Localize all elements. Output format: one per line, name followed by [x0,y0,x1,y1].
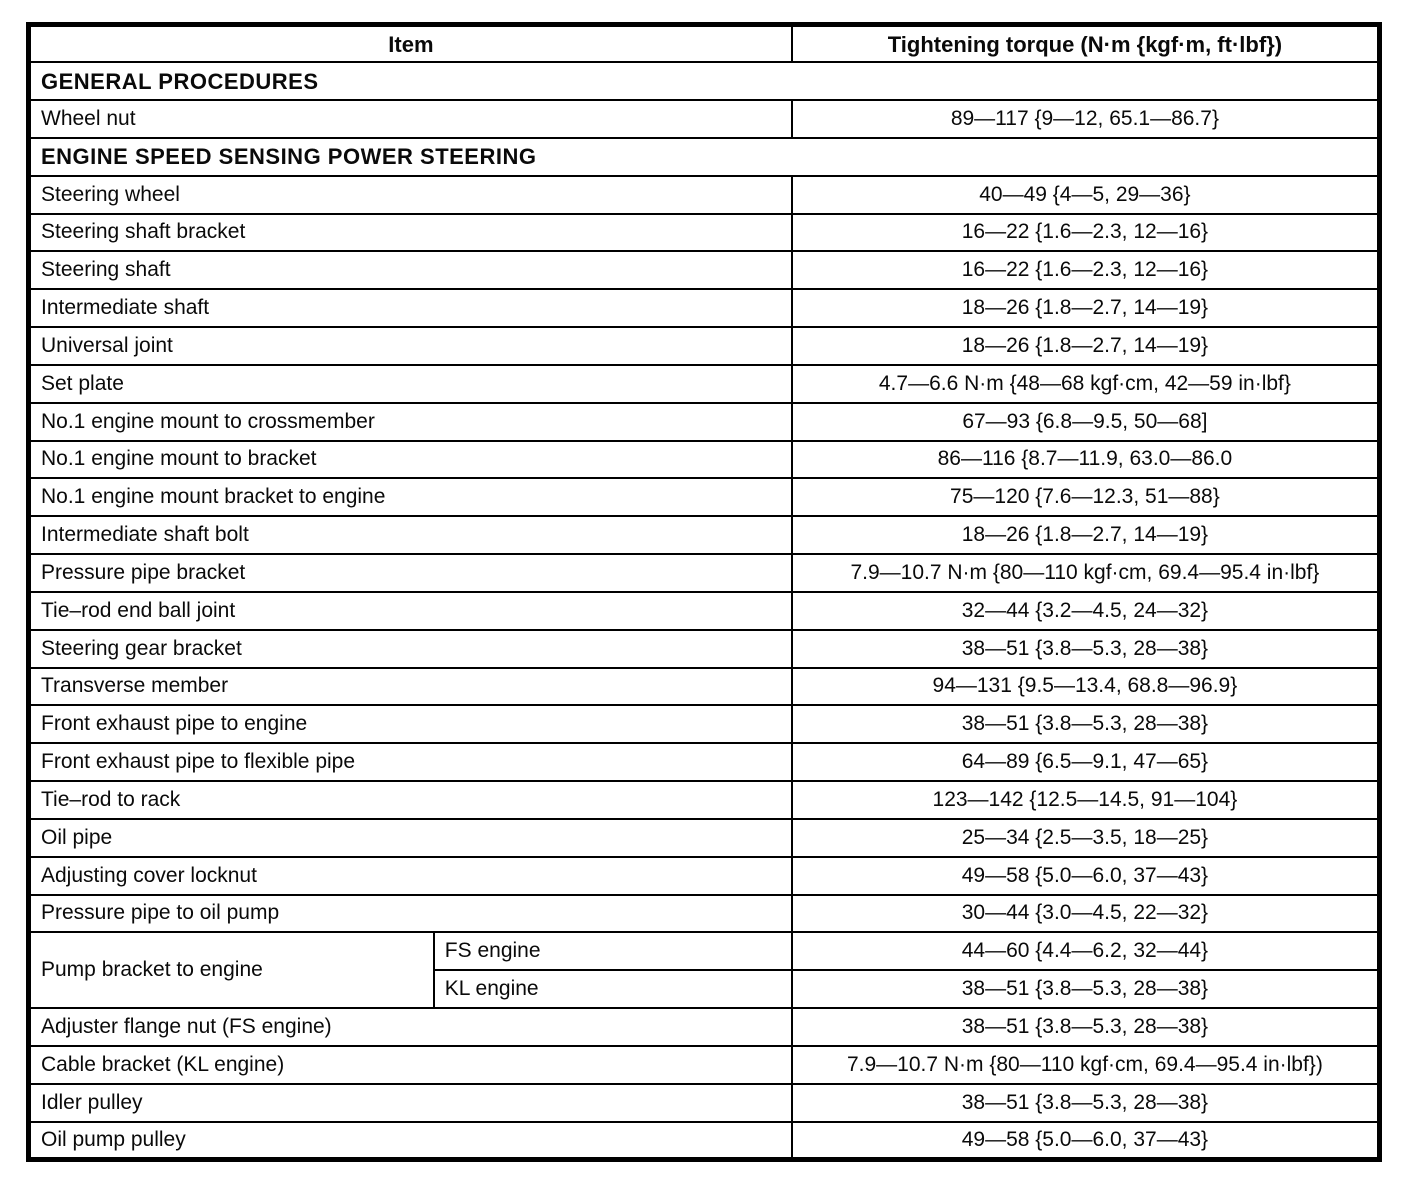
table-row [29,554,1380,592]
item-cell: Set plate [29,365,792,403]
item-cell: Steering shaft [29,251,792,289]
table-row [29,365,1380,403]
table-row [29,932,1380,970]
torque-cell: 67—93 {6.8—9.5, 50—68] [792,403,1380,441]
torque-cell: 89—117 {9—12, 65.1—86.7} [792,100,1380,138]
torque-cell: 38—51 {3.8—5.3, 28—38} [792,1008,1380,1046]
table-row [29,516,1380,554]
item-cell: Steering shaft bracket [29,214,792,252]
engine-variant-cell: KL engine [434,970,792,1008]
torque-cell: 32—44 {3.2—4.5, 24—32} [792,592,1380,630]
torque-cell: 94—131 {9.5—13.4, 68.8—96.9} [792,668,1380,706]
table-row [29,327,1380,365]
torque-cell: 25—34 {2.5—3.5, 18—25} [792,819,1380,857]
item-cell: Pressure pipe to oil pump [29,895,792,933]
table-row [29,781,1380,819]
item-cell: Front exhaust pipe to engine [29,705,792,743]
engine-variant-cell: FS engine [434,932,792,970]
table-row [29,592,1380,630]
torque-cell: 123—142 {12.5—14.5, 91—104} [792,781,1380,819]
item-cell: Tie–rod end ball joint [29,592,792,630]
column-header-item: Item [29,25,792,63]
table-row [29,705,1380,743]
torque-cell: 38—51 {3.8—5.3, 28—38} [792,630,1380,668]
item-cell: Front exhaust pipe to flexible pipe [29,743,792,781]
section-header: GENERAL PROCEDURES [29,62,1380,100]
item-cell: No.1 engine mount bracket to engine [29,478,792,516]
item-cell: No.1 engine mount to bracket [29,441,792,479]
table-row [29,176,1380,214]
torque-cell: 7.9—10.7 N·m {80—110 kgf·cm, 69.4—95.4 in·lbf}) [792,1046,1380,1084]
torque-cell: 49—58 {5.0—6.0, 37—43} [792,1122,1380,1160]
torque-cell: 86—116 {8.7—11.9, 63.0—86.0 [792,441,1380,479]
column-header-torque: Tightening torque (N·m {kgf·m, ft·lbf}) [792,25,1380,63]
torque-cell: 40—49 {4—5, 29—36} [792,176,1380,214]
table-row [29,403,1380,441]
torque-cell: 4.7—6.6 N·m {48—68 kgf·cm, 42—59 in·lbf} [792,365,1380,403]
torque-cell: 44—60 {4.4—6.2, 32—44} [792,932,1380,970]
table-row [29,668,1380,706]
item-cell: Intermediate shaft bolt [29,516,792,554]
torque-cell: 30—44 {3.0—4.5, 22—32} [792,895,1380,933]
torque-cell: 18—26 {1.8—2.7, 14—19} [792,327,1380,365]
table-row [29,100,1380,138]
item-cell: Cable bracket (KL engine) [29,1046,792,1084]
table-row [29,1122,1380,1160]
torque-cell: 18—26 {1.8—2.7, 14—19} [792,516,1380,554]
torque-cell: 16—22 {1.6—2.3, 12—16} [792,214,1380,252]
torque-cell: 38—51 {3.8—5.3, 28—38} [792,705,1380,743]
item-cell: Tie–rod to rack [29,781,792,819]
table-row [29,214,1380,252]
torque-cell: 16—22 {1.6—2.3, 12—16} [792,251,1380,289]
table-row [29,441,1380,479]
item-cell: No.1 engine mount to crossmember [29,403,792,441]
item-cell: Universal joint [29,327,792,365]
header-row [29,25,1380,63]
table-row [29,1008,1380,1046]
table-row [29,895,1380,933]
torque-cell: 18—26 {1.8—2.7, 14—19} [792,289,1380,327]
table-row [29,1084,1380,1122]
table-row [29,1046,1380,1084]
item-cell: Steering wheel [29,176,792,214]
torque-cell: 75—120 {7.6—12.3, 51—88} [792,478,1380,516]
section-header: ENGINE SPEED SENSING POWER STEERING [29,138,1380,176]
table-row [29,251,1380,289]
torque-cell: 38—51 {3.8—5.3, 28—38} [792,970,1380,1008]
item-cell: Idler pulley [29,1084,792,1122]
torque-cell: 64—89 {6.5—9.1, 47—65} [792,743,1380,781]
torque-cell: 38—51 {3.8—5.3, 28—38} [792,1084,1380,1122]
table-row [29,289,1380,327]
table-row [29,630,1380,668]
item-cell: Adjuster flange nut (FS engine) [29,1008,792,1046]
torque-spec-table [26,22,1382,1162]
item-cell: Pressure pipe bracket [29,554,792,592]
table-row [29,857,1380,895]
table-row [29,743,1380,781]
table-row [29,478,1380,516]
section-row [29,62,1380,100]
section-row [29,138,1380,176]
item-cell: Oil pump pulley [29,1122,792,1160]
item-cell: Adjusting cover locknut [29,857,792,895]
item-cell: Pump bracket to engine [29,932,434,1008]
torque-cell: 7.9—10.7 N·m {80—110 kgf·cm, 69.4—95.4 in·lbf} [792,554,1380,592]
item-cell: Transverse member [29,668,792,706]
item-cell: Intermediate shaft [29,289,792,327]
torque-cell: 49—58 {5.0—6.0, 37—43} [792,857,1380,895]
item-cell: Wheel nut [29,100,792,138]
item-cell: Oil pipe [29,819,792,857]
item-cell: Steering gear bracket [29,630,792,668]
table-row [29,819,1380,857]
